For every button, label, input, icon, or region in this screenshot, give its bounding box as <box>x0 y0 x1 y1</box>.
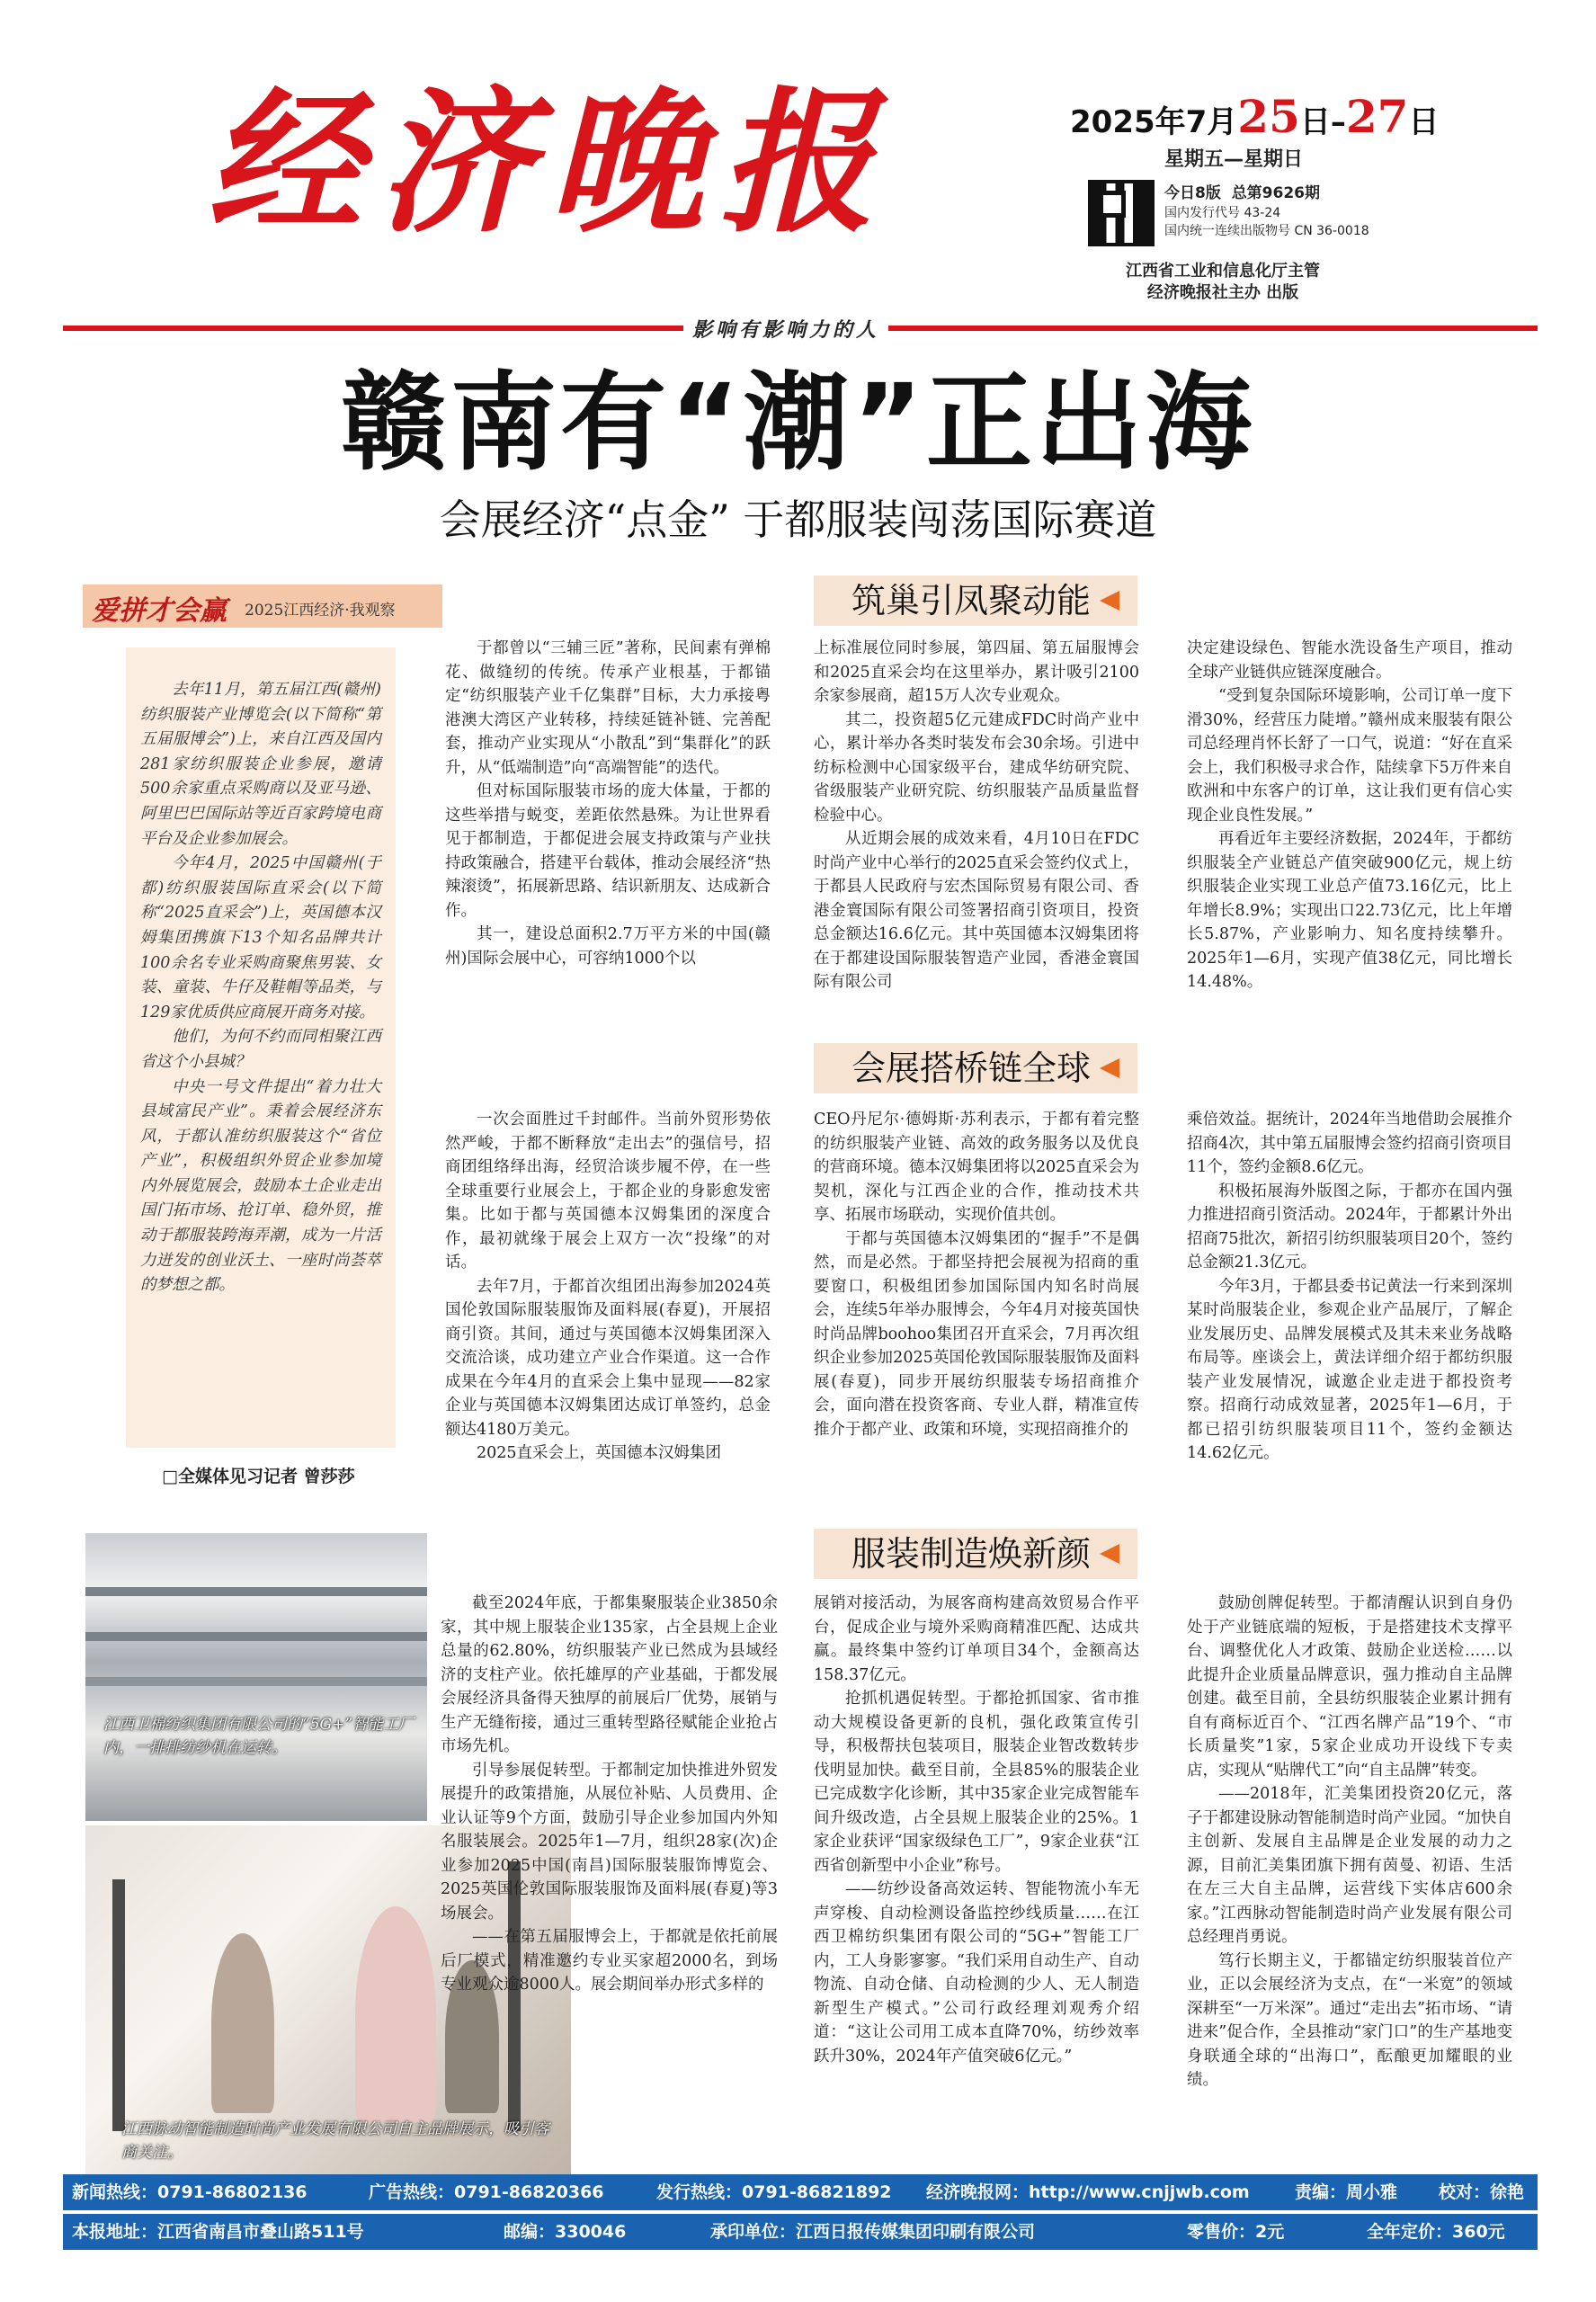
machine-row <box>85 1587 427 1596</box>
section-heading-3 <box>814 1529 1137 1579</box>
paragraph: 从近期会展的成效来看，4月10日在FDC时尚产业中心举行的2025直采会签约仪式上，于都县人民政府与宏杰国际贸易有限公司、香港金寰国际有限公司签署招商引资项目，投资总金额达16.6亿元。其中英国德本汉姆集团将在于都建设国际服装智造产业园，香港金寰国际有限公司 <box>814 830 1139 991</box>
paragraph: 决定建设绿色、智能水洗设备生产项目，推动全球产业链供应链深度融合。 <box>1187 639 1512 682</box>
lead-paragraph: 今年4月，2025中国赣州(于都)纺织服装国际直采会(以下简称“2025直采会”)上，英国德本汉姆集团携旗下13个知名品牌共计100余名专业采购商聚焦男装、女装、童装、牛仔及鞋帽等品类，与129家优质供应商展开商务对接。 <box>140 854 381 1022</box>
paragraph: 去年7月，于都首次组团出海参加2024英国伦敦国际服装服饰及面料展(春夏)，开展招商引资。其间，通过与英国德本汉姆集团深入交流洽谈，成功建立产业合作渠道。这一合作成果在今年4月的直采会上集中显现——82家企业与英国德本汉姆集团达成订单签约，总金额达4180万美元。 <box>445 1277 771 1439</box>
paragraph: 引导参展促转型。于都制定加快推进外贸发展提升的政策措施，从展位补贴、人员费用、企业认证等9个方面，鼓励引导企业参加国内外知名服装展会。2025年1—7月，组织28家(次)企业参加2025中国(南昌)国际服装服饰博览会、2025英国伦敦国际服装服饰及面料展(春夏)等3场展会。 <box>441 1761 778 1923</box>
column-tag <box>83 584 442 628</box>
article-column <box>445 637 771 1014</box>
paragraph: ——在第五届服博会上，于都就是依托前展后厂模式，精准邀约专业买家超2000名，到场专业观众逾8000人。展会期间举办形式多样的 <box>441 1928 778 1994</box>
article-column <box>814 637 1139 1014</box>
paragraph: 鼓励创牌促转型。于都清醒认识到自身仍处于产业链底端的短板，于是搭建技术支撑平台、调整优化人才政策、鼓励企业送检……以此提升企业质量品牌意识，强力推动自主品牌创建。截至目前，全县纺织服装企业累计拥有自有商标近百个、“江西名牌产品”19个、“市长质量奖”1家，5家企业成功开设线下专卖店，实现从“贴牌代工”向“自主品牌”转变。 <box>1187 1594 1512 1780</box>
headline: 赣南有“潮”正出海 <box>340 361 1256 485</box>
article-column <box>445 1108 771 1503</box>
column-tag-title: 爱拼才会赢 <box>92 595 227 627</box>
paragraph: 笃行长期主义，于都锚定纺织服装首位产业，正以会展经济为支点，在“一米宽”的领域深耕至“一万米深”。通过“走出去”拓市场、“请进来”促合作，全县推动“家门口”的生产基地变身联通全球的“出海口”，酝酿更加耀眼的业绩。 <box>1187 1951 1512 2089</box>
paragraph: 积极拓展海外版图之际，于都亦在国内强力推进招商引资活动。2024年，于都累计外出招商75批次，新招引纺织服装项目20个，签约总金额21.3亿元。 <box>1187 1182 1512 1271</box>
paragraph: ——纺纱设备高效运转、智能物流小车无声穿梭、自动检测设备监控纱线质量……在江西卫棉纺织集团有限公司的“5G+”智能工厂内，工人身影寥寥。“我们采用自动生产、自动物流、自动仓储、自动检测的少人、无人制造新型生产模式。”公司行政经理刘观秀介绍道：“这让公司用工成本直降70%，纺纱效率跃升30%，2024年产值突破6亿元。” <box>814 1880 1139 2066</box>
paragraph: ——2018年，汇美集团投资20亿元，落子于都建设脉动智能制造时尚产业园。“加快自主创新、发展自主品牌是企业发展的动力之源，目前汇美集团旗下拥有茵曼、初语、生活在左三大自主品牌，运营线下实体店600余家。”江西脉动智能制造时尚产业发展有限公司总经理肖勇说。 <box>1187 1785 1512 1946</box>
date-day-end: 27 <box>1345 90 1409 143</box>
paragraph: 乘倍效益。据统计，2024年当地借助会展推介招商4次，其中第五届服博会签约招商引资项目11个，签约金额8.6亿元。 <box>1187 1111 1512 1176</box>
article-column <box>1187 1592 1512 2149</box>
slogan: 影响有影响力的人 <box>683 315 888 343</box>
section-heading-2 <box>814 1043 1137 1093</box>
address: 本报地址：江西省南昌市叠山路511号 <box>72 2222 364 2242</box>
subheadline: 会展经济“点金” 于都服装闯荡国际赛道 <box>439 495 1157 544</box>
serial-number: 国内统一连续出版物号 CN 36-0018 <box>1164 224 1369 238</box>
lead-paragraph: 去年11月，第五届江西(赣州)纺织服装产业博览会(以下简称“第五届服博会”)上，来自江西及国内281家纺织服装企业参展，邀请500余家重点采购商以及亚马逊、阿里巴巴国际站等近百家跨境电商平台及企业参加展会。 <box>140 681 381 848</box>
distribution-code: 国内发行代号 43-24 <box>1164 206 1281 220</box>
paragraph: 再看近年主要经济数据，2024年，于都纺织服装全产业链总产值突破900亿元，规上纺织服装企业实现工业总产值73.16亿元，比上年增长8.9%；实现出口22.73亿元，比上年增长5.87%，产业影响力、知名度持续攀升。2025年1—6月，实现产值38亿元，同比增长14.48%。 <box>1187 830 1512 991</box>
article-column <box>1187 637 1512 1014</box>
paragraph: 上标准展位同时参展，第四届、第五届服博会和2025直采会均在这里举办，累计吸引2100余家参展商，超15万人次专业观众。 <box>814 639 1139 705</box>
paragraph: 展销对接活动，为展客商构建高效贸易合作平台，促成企业与境外采购商精准匹配、达成共赢。最终集中签约订单项目34个，金额高达158.37亿元。 <box>814 1594 1139 1684</box>
paragraph: 今年3月，于都县委书记黄法一行来到深圳某时尚服装企业，参观企业产品展厅，了解企业发展历史、品牌发展模式及其未来业务战略布局等。座谈会上，黄法详细介绍于都纺织服装产业发展情况，诚邀企业走进于都投资考察。招商行动成效显著，2025年1—6月，于都已招引纺织服装项目11个，签约金额达14.62亿元。 <box>1187 1277 1512 1462</box>
paragraph: 于都曾以“三辅三匠”著称，民间素有弹棉花、做缝纫的传统。传承产业根基，于都锚定“纺织服装产业千亿集群”目标，大力承接粤港澳大湾区产业转移，持续延链补链、完善配套，推动产业实现从“小散乱”到“集群化”的跃升，从“低端制造”向“高端智能”的迭代。 <box>445 639 771 777</box>
masthead-title: 经济晚报 <box>207 71 890 254</box>
news-hotline: 新闻热线：0791-86802136 <box>72 2182 308 2202</box>
proofreader: 校对：徐艳 <box>1439 2182 1525 2202</box>
photo-caption: 江西卫棉纺织集团有限公司的“5G+”智能工厂内，一排排纺纱机在运转。 <box>103 1716 415 1757</box>
website-link[interactable]: 经济晚报网：http://www.cnjjwb.com <box>926 2182 1250 2202</box>
paragraph: 2025直采会上，英国德本汉姆集团 <box>477 1444 722 1462</box>
section-title: 筑巢引凤聚动能 <box>851 581 1092 620</box>
machine-row <box>85 1677 427 1686</box>
printer: 承印单位：江西日报传媒集团印刷有限公司 <box>710 2222 1036 2242</box>
article-column <box>441 1592 778 2149</box>
triangle-icon <box>1100 1544 1119 1564</box>
qr-code-icon[interactable] <box>1088 180 1155 246</box>
lead-paragraph: 他们，为何不约而同相聚江西省这个小县城？ <box>140 1028 381 1071</box>
reporter-byline: □全媒体见习记者 曾莎莎 <box>162 1467 355 1486</box>
section-heading-1 <box>814 576 1137 626</box>
retail-price: 零售价：2元 <box>1187 2222 1285 2242</box>
issue-info <box>1164 183 1369 240</box>
distribution-hotline: 发行热线：0791-86821892 <box>656 2182 892 2202</box>
paragraph: 但对标国际服装市场的庞大体量，于都的这些举措与蜕变，差距依然悬殊。为让世界看见于都制造，于都促进会展支持政策与产业扶持政策融合，搭建平台载体，推动会展经济“热辣滚烫”，拓展新思路、结识新朋友、达成新合作。 <box>445 782 771 920</box>
photo-caption: 江西脉动智能制造时尚产业发展有限公司自主品牌展示，吸引客商关注。 <box>121 2120 549 2162</box>
postcode: 邮编：330046 <box>504 2222 627 2242</box>
mannequin <box>355 1906 436 2122</box>
ad-hotline: 广告热线：0791-86820366 <box>369 2182 604 2202</box>
footer-row-1 <box>63 2174 1538 2210</box>
issue-date <box>1070 90 1439 143</box>
triangle-icon <box>1100 591 1119 611</box>
lead-box <box>126 647 396 1448</box>
paragraph: 其二，投资超5亿元建成FDC时尚产业中心，累计举办各类时装发布会30余场。引进中纺标检测中心国家级平台，建成华纺研究院、省级服装产业研究院、纺织服装产品质量监督检验中心。 <box>814 710 1139 825</box>
paragraph: “受到复杂国际环境影响，公司订单一度下滑30%，经营压力陡增。”赣州成来服装有限公司总经理肖怀长舒了一口气，说道：“好在直采会上，我们积极寻求合作，陆续拿下5万件来自欧洲和中东客户的订单，这让我们更有信心实现企业良性发展。” <box>1187 687 1512 825</box>
editor: 责编：周小雅 <box>1295 2182 1398 2202</box>
date-separator: 日– <box>1299 104 1346 140</box>
issue-number: 总第9626期 <box>1231 184 1321 202</box>
machine-row <box>85 1632 427 1641</box>
paragraph: 一次会面胜过千封邮件。当前外贸形势依然严峻，于都不断释放“走出去”的强信号，招商团组络绎出海，经贸洽谈步履不停，在一些全球重要行业展会上，于都企业的身影愈发密集。比如于都与英国德本汉姆集团的深度合作，最初就缘于展会上双方一次“投缘”的对话。 <box>445 1111 771 1271</box>
publisher-info <box>1115 261 1331 304</box>
article-column <box>1187 1108 1512 1503</box>
factory-photo <box>85 1533 427 1821</box>
publisher-supervisor: 江西省工业和信息化厅主管 <box>1126 262 1320 281</box>
weekday: 星期五—星期日 <box>1164 148 1304 171</box>
column-tag-subtitle: 2025江西经济·我观察 <box>245 602 396 620</box>
mannequin <box>211 1933 274 2113</box>
article-column <box>814 1108 1139 1503</box>
date-day-start: 25 <box>1237 90 1300 143</box>
footer-row-2 <box>63 2214 1538 2250</box>
paragraph: 于都与英国德本汉姆集团的“握手”不是偶然，而是必然。于都坚持把会展视为招商的重要窗口，积极组团参加国际国内知名时尚展会，连续5年举办服博会，今年4月对接英国快时尚品牌boohoo集团召开直采会，7月再次组织企业参加2025英国伦敦国际服装服饰及面料展(春夏)，同步开展纺织服装专场招商推介会，面向潜在投资客商、专业人群，精准宣传推介于都产业、政策和环境，实现招商推介的 <box>814 1229 1139 1439</box>
clothes-rack <box>112 1879 125 2131</box>
section-title: 会展搭桥链全球 <box>851 1048 1092 1088</box>
date-prefix: 2025年7月 <box>1070 104 1238 140</box>
date-suffix: 日 <box>1408 104 1440 140</box>
paragraph: CEO丹尼尔·德姆斯·苏利表示，于都有着完整的纺织服装产业链、高效的政务服务以及优良的营商环境。德本汉姆集团将以2025直采会为契机，深化与江西企业的合作，推动技术共享、拓展市场联动，实现价值共创。 <box>814 1111 1139 1224</box>
paragraph: 截至2024年底，于都集聚服装企业3850余家，其中规上服装企业135家，占全县规上企业总量的62.80%，纺织服装产业已然成为县域经济的支柱产业。依托雄厚的产业基础，于都发展会展经济具备得天独厚的前展后厂优势，展销与生产无缝衔接，通过三重转型路径赋能企业抢占市场先机。 <box>441 1594 778 1755</box>
page-count: 今日8版 <box>1164 184 1221 202</box>
annual-price: 全年定价：360元 <box>1367 2222 1505 2242</box>
lead-paragraph: 中央一号文件提出“着力壮大县域富民产业”。秉着会展经济东风，于都认准纺织服装这个“省位产业”，积极组织外贸企业参加境内外展览展会，鼓励本土企业走出国门拓市场、抢订单、稳外贸，推动于都服装跨海弄潮，成为一片活力迸发的创业沃土、一座时尚荟萃的梦想之都。 <box>140 1077 381 1295</box>
article-column <box>814 1592 1139 2149</box>
publisher-name: 经济晚报社主办 出版 <box>1146 283 1299 302</box>
section-title: 服装制造焕新颜 <box>851 1534 1092 1574</box>
paragraph: 抢抓机遇促转型。于都抢抓国家、省市推动大规模设备更新的良机，强化政策宣传引导，积极帮扶包装项目，服装企业智改数转步伐明显加快。截至目前，全县85%的服装企业已完成数字化诊断，其中35家企业完成智能车间升级改造，占全县规上服装企业的25%。1家企业获评“国家级绿色工厂”，9家企业获“江西省创新型中小企业”称号。 <box>814 1690 1139 1875</box>
paragraph: 其一，建设总面积2.7万平方米的中国(赣州)国际会展中心，可容纳1000个以 <box>445 925 771 968</box>
triangle-icon <box>1100 1058 1119 1078</box>
